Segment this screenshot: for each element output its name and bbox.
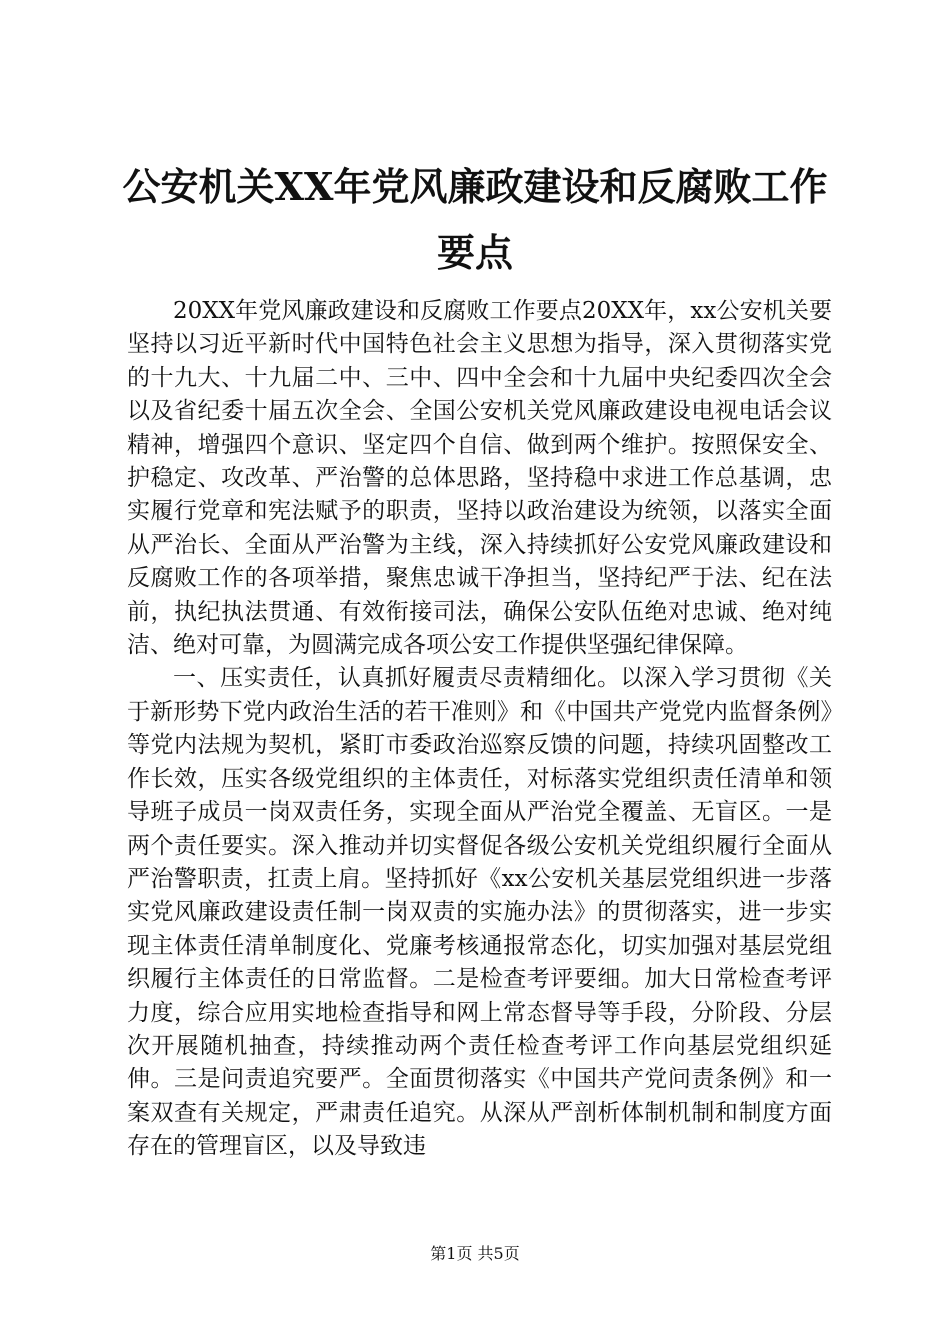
document-body — [127, 295, 832, 1164]
paragraph-section-one: 一、压实责任，认真抓好履责尽责精细化。以深入学习贯彻《关于新形势下党内政治生活的若干准则》和《中国共产党党内监督条例》等党内法规为契机，紧盯市委政治巡察反馈的问题，持续巩固整改工作长效，压实各级党组织的主体责任，对标落实党组织责任清单和领导班子成员一岗双责任务，实现全面从严治党全覆盖、无盲区。一是两个责任要实。深入推动并切实督促各级公安机关党组织履行全面从严治警职责，扛责上肩。坚持抓好《xx公安机关基层党组织进一步落实党风廉政建设责任制一岗双责的实施办法》的贯彻落实，进一步实现主体责任清单制度化、党廉考核通报常态化，切实加强对基层党组织履行主体责任的日常监督。二是检查考评要细。加大日常检查考评力度，综合应用实地检查指导和网上常态督导等手段，分阶段、分层次开展随机抽查，持续推动两个责任检查考评工作向基层党组织延伸。三是问责追究要严。全面贯彻落实《中国共产党问责条例》和一案双查有关规定，严肃责任追究。从深从严剖析体制机制和制度方面存在的管理盲区，以及导致违 — [127, 665, 832, 1160]
paragraph-intro: 20XX年党风廉政建设和反腐败工作要点20XX年，xx公安机关要坚持以习近平新时代中国特色社会主义思想为指导，深入贯彻落实党的十九大、十九届二中、三中、四中全会和十九届中央纪委四次全会以及省纪委十届五次全会、全国公安机关党风廉政建设电视电话会议精神，增强四个意识、坚定四个自信、做到两个维护。按照保安全、护稳定、攻改革、严治警的总体思路，坚持稳中求进工作总基调，忠实履行党章和宪法赋予的职责，坚持以政治建设为统领，以落实全面从严治长、全面从严治警为主线，深入持续抓好公安党风廉政建设和反腐败工作的各项举措，聚焦忠诚干净担当，坚持纪严于法、纪在法前，执纪执法贯通、有效衔接司法，确保公安队伍绝对忠诚、绝对纯洁、绝对可靠，为圆满完成各项公安工作提供坚强纪律保障。 — [127, 298, 832, 659]
page-footer: 第1页 共5页 — [430, 1244, 520, 1263]
document-title: 公安机关XX年党风廉政建设和反腐败工作要点 — [122, 164, 828, 275]
